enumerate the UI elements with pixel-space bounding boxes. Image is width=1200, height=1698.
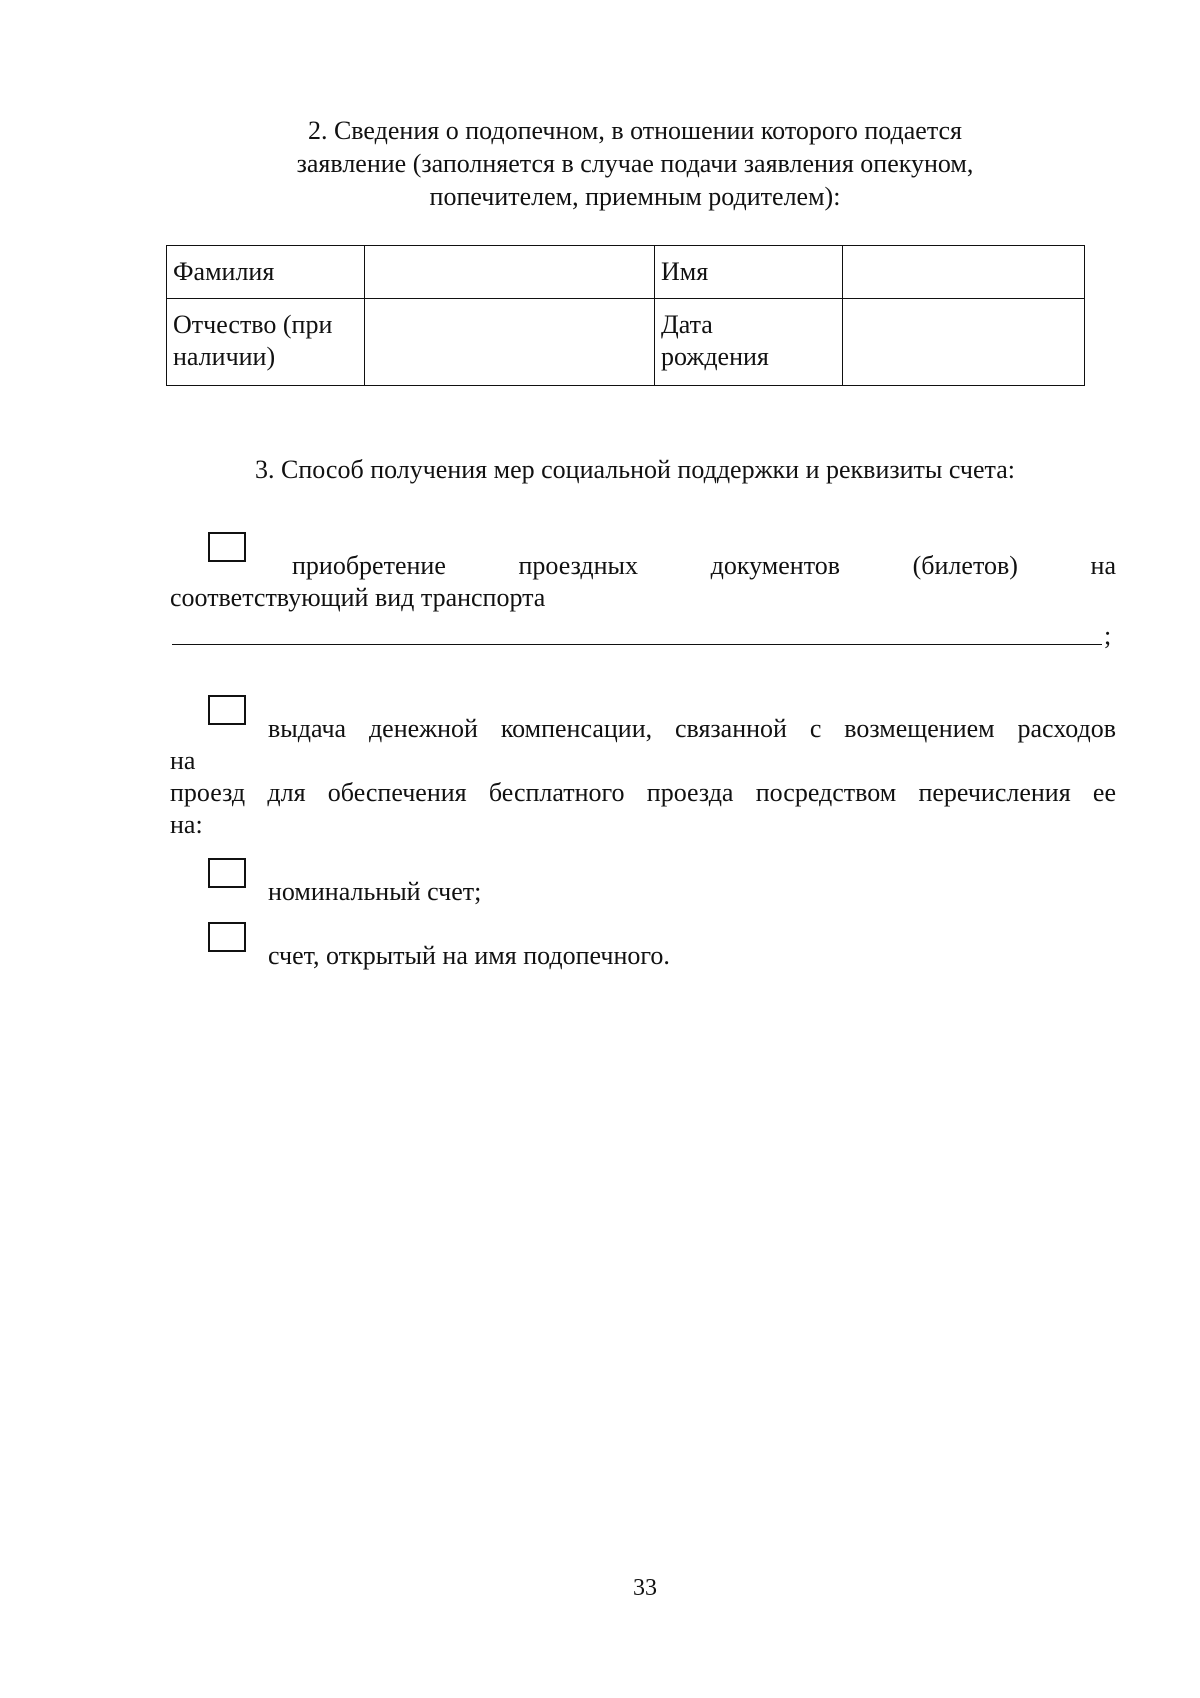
ward-account-checkbox[interactable] — [208, 922, 246, 952]
tickets-option-line1: приобретение проездных документов (билетов) на — [292, 551, 1116, 580]
birth-date-label-line: рождения — [661, 342, 769, 371]
ward-info-table — [166, 245, 1085, 386]
nominal-account-label: номинальный счет; — [268, 877, 482, 906]
compensation-option-line2: на — [170, 746, 196, 775]
table-row — [167, 246, 1085, 299]
compensation-option-line1: выдача денежной компенсации, связанной с возмещением расходов — [268, 714, 1116, 743]
patronymic-field[interactable] — [365, 299, 655, 386]
section2-title-line: попечителем, приемным родителем): — [429, 182, 841, 211]
tickets-option-line2: соответствующий вид транспорта — [170, 583, 546, 612]
compensation-option-checkbox[interactable] — [208, 695, 246, 725]
transport-type-line-end: ; — [1104, 621, 1112, 650]
section2-title — [160, 114, 1110, 213]
transport-type-input-line[interactable] — [172, 632, 1102, 645]
nominal-account-checkbox[interactable] — [208, 858, 246, 888]
table-row — [167, 299, 1085, 386]
tickets-option-checkbox[interactable] — [208, 532, 246, 562]
compensation-option-line3: проезд для обеспечения бесплатного проезда посредством перечисления ее — [170, 778, 1116, 807]
compensation-option-line4: на: — [170, 810, 203, 839]
birth-date-label — [655, 299, 843, 386]
last-name-label: Фамилия — [167, 246, 365, 299]
section2-title-line: заявление (заполняется в случае подачи заявления опекуном, — [296, 149, 974, 178]
section2-title-line: 2. Сведения о подопечном, в отношении которого подается — [307, 116, 963, 145]
birth-date-label-line: Дата — [661, 310, 713, 339]
birth-date-field[interactable] — [843, 299, 1085, 386]
last-name-field[interactable] — [365, 246, 655, 299]
patronymic-label — [167, 299, 365, 386]
patronymic-label-line: наличии) — [173, 342, 276, 371]
ward-account-label: счет, открытый на имя подопечного. — [268, 941, 670, 970]
section3-title: 3. Способ получения мер социальной поддержки и реквизиты счета: — [255, 455, 1015, 484]
first-name-field[interactable] — [843, 246, 1085, 299]
page-number: 33 — [633, 1575, 657, 1601]
patronymic-label-line: Отчество (при — [173, 310, 333, 339]
first-name-label: Имя — [655, 246, 843, 299]
